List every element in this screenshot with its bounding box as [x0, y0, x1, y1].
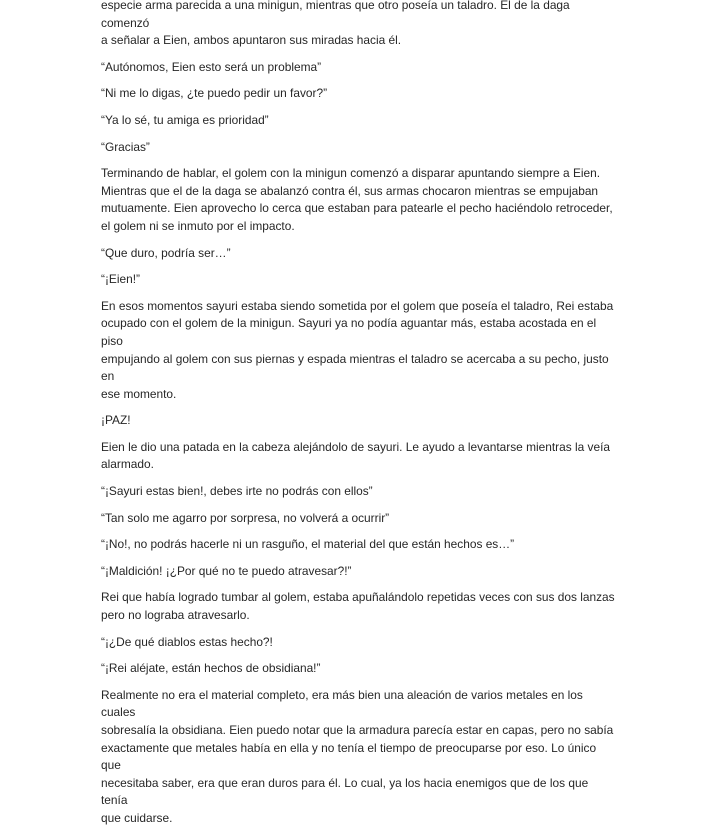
paragraph: “¡Rei aléjate, están hechos de obsidiana!”	[101, 661, 321, 676]
paragraph: “Que duro, podría ser…”	[101, 245, 231, 260]
paragraph: “¡Sayuri estas bien!, debes irte no podrás con ellos”	[101, 484, 373, 499]
paragraph: “Ni me lo digas, ¿te puedo pedir un favor?”	[101, 86, 328, 101]
paragraph: “¡¿De qué diablos estas hecho?!	[101, 634, 273, 649]
paragraph: ¡PAZ!	[101, 413, 131, 428]
paragraph: “Gracias”	[101, 139, 150, 154]
paragraph: Terminando de hablar, el golem con la minigun comenzó a disparar apuntando siempre a Eien. Mientras que el de la daga se abalanzó contra él, sus armas chocaron mientras se empujaban mutuamente. Eien aprovecho lo cerca que estaban para patearle el pecho haciéndolo retroceder, el golem ni se inmuto por el impacto.	[101, 166, 613, 233]
paragraph: “¡No!, no podrás hacerle ni un rasguño, el material del que están hechos es…”	[101, 537, 515, 552]
paragraph: especie arma parecida a una minigun, mientras que otro poseía un taladro. El de la daga comenzó a señalar a Eien, ambos apuntaron sus miradas hacia él.	[101, 0, 570, 48]
paragraph: “¡Maldición! ¡¿Por qué no te puedo atravesar?!”	[101, 563, 352, 578]
paragraph: “Tan solo me agarro por sorpresa, no volverá a ocurrir”	[101, 510, 390, 525]
paragraph: Realmente no era el material completo, era más bien una aleación de varios metales en los cuales sobresalía la obsidiana. Eien puedo notar que la armadura parecía estar en capas, pero no sabía exactamente que metales había en ella y no tenía el tiempo de preocuparse por eso. Lo único que necesitaba saber, era que eran duros para él. Lo cual, ya los hacia enemigos que de los que tenía que cuidarse.	[101, 687, 614, 825]
paragraph: En esos momentos sayuri estaba siendo sometida por el golem que poseía el taladro, Rei estaba ocupado con el golem de la minigun. Sayuri ya no podía aguantar más, estaba acostada en el piso empujando al golem con sus piernas y espada mientras el taladro se acercaba a su pecho, justo en ese momento.	[101, 298, 614, 401]
paragraph: “Ya lo sé, tu amiga es prioridad”	[101, 112, 269, 127]
paragraph: “Autónomos, Eien esto será un problema”	[101, 59, 322, 74]
document-body	[101, 0, 616, 837]
paragraph: Eien le dio una patada en la cabeza alejándolo de sayuri. Le ayudo a levantarse mientras la veía alarmado.	[101, 439, 610, 472]
paragraph: “¡Eien!”	[101, 272, 140, 287]
paragraph: Rei que había logrado tumbar al golem, estaba apuñalándolo repetidas veces con sus dos lanzas pero no lograba atravesarlo.	[101, 590, 615, 623]
